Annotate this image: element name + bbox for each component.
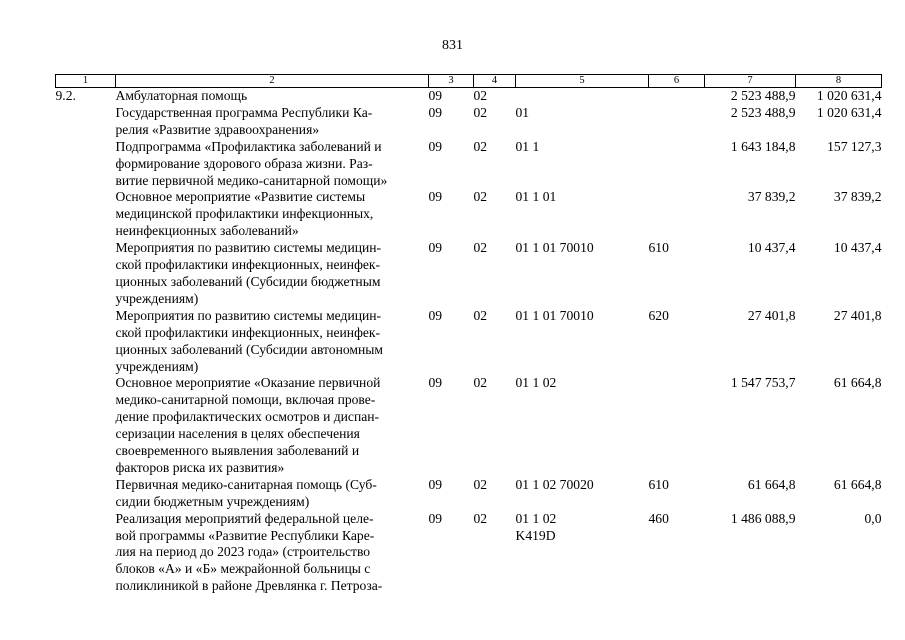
column-header: 8 [796, 75, 882, 88]
target-article-cell [516, 477, 649, 511]
subsection-code-cell: 02 [473, 104, 488, 120]
column-header: 6 [649, 75, 705, 88]
section-code-cell: 09 [428, 88, 443, 103]
item-name-line: Мероприятия по развитию системы медицин- [115, 240, 382, 256]
row-number-cell [56, 240, 116, 308]
item-name-line: лия на период до 2023 года» (строительство [115, 544, 371, 560]
amount-cell: 1 643 184,8 [730, 138, 796, 154]
section-code-cell: 09 [428, 307, 443, 323]
item-name-line: учреждениям) [115, 358, 199, 374]
item-name-cell [116, 105, 429, 139]
amount-cell: 2 523 488,9 [730, 104, 796, 120]
item-name-line: дение профилактических осмотров и диспан- [115, 409, 380, 425]
table-row [56, 477, 882, 511]
amount-cell: 10 437,4 [833, 240, 882, 256]
item-name-line: формирование здорового образа жизни. Раз- [115, 155, 373, 171]
item-name-line: ской профилактики инфекционных, неинфек- [115, 257, 381, 273]
item-name-cell [116, 375, 429, 476]
expense-type-cell [649, 189, 705, 240]
item-name-line: Государственная программа Республики Ка- [115, 104, 373, 120]
amount-cell: 0,0 [864, 510, 882, 526]
row-number-cell [56, 375, 116, 476]
subsection-code-cell: 02 [473, 375, 488, 391]
subsection-code-cell: 02 [473, 510, 488, 526]
amount-cell: 37 839,2 [747, 189, 796, 205]
target-article-line: 01 1 02 70020 [515, 476, 594, 492]
item-name-line: серизации населения в целях обеспечения [115, 426, 360, 442]
table-row [56, 88, 882, 105]
row-number-cell [56, 139, 116, 190]
row-number-cell [56, 477, 116, 511]
target-article-line: K419D [515, 527, 556, 543]
section-code-cell: 09 [428, 510, 443, 526]
table-row [56, 511, 882, 596]
target-article-cell [516, 240, 649, 308]
page-number: 831 [442, 38, 463, 53]
item-name-line: Основное мероприятие «Развитие системы [115, 189, 366, 205]
amount-cell: 61 664,8 [833, 476, 882, 492]
column-header: 1 [56, 75, 116, 88]
item-name-line: неинфекционных заболеваний» [115, 223, 299, 239]
item-name-line: поликлиникой в районе Древлянка г. Петроза- [115, 578, 383, 594]
target-article-line: 01 1 01 70010 [515, 307, 594, 323]
item-name-line: Основное мероприятие «Оказание первичной [115, 375, 381, 391]
target-article-line: 01 1 02 [515, 375, 557, 391]
target-article-cell [516, 511, 649, 596]
table-row [56, 189, 882, 240]
expense-type-cell: 460 [648, 510, 669, 526]
row-number-cell [56, 308, 116, 376]
item-name-line: учреждениям) [115, 290, 199, 306]
table-row [56, 240, 882, 308]
amount-cell: 1 486 088,9 [730, 510, 796, 526]
item-name-cell [116, 477, 429, 511]
target-article-line: 01 1 01 70010 [515, 240, 594, 256]
budget-table [55, 74, 882, 595]
amount-cell: 27 401,8 [747, 307, 796, 323]
item-name-line: ской профилактики инфекционных, неинфек- [115, 324, 381, 340]
item-name-line: Первичная медико-санитарная помощь (Суб- [115, 476, 377, 492]
column-header: 3 [429, 75, 474, 88]
item-name-line: ционных заболеваний (Субсидии бюджетным [115, 273, 381, 289]
subsection-code-cell: 02 [473, 138, 488, 154]
row-number-cell [56, 189, 116, 240]
item-name-line: витие первичной медико-санитарной помощи» [115, 172, 388, 188]
section-code-cell: 09 [428, 138, 443, 154]
section-code-cell: 09 [428, 476, 443, 492]
subsection-code-cell: 02 [473, 307, 488, 323]
item-name-line: Амбулаторная помощь [115, 88, 248, 103]
target-article-line: 01 1 02 [515, 510, 557, 526]
target-article-line: 01 1 01 [515, 189, 557, 205]
column-header: 7 [705, 75, 796, 88]
item-name-cell [116, 240, 429, 308]
item-name-line: блоков «А» и «Б» межрайонной больницы с [115, 561, 371, 577]
item-name-line: релия «Развитие здравоохранения» [115, 121, 320, 137]
row-number-cell [56, 105, 116, 139]
expense-type-cell: 610 [648, 476, 669, 492]
amount-cell: 1 020 631,4 [816, 104, 882, 120]
target-article-cell [516, 308, 649, 376]
expense-type-cell [649, 105, 705, 139]
item-name-line: Мероприятия по развитию системы медицин- [115, 307, 382, 323]
expense-type-cell [649, 139, 705, 190]
subsection-code-cell: 02 [473, 476, 488, 492]
target-article-line: 01 1 [515, 138, 540, 154]
target-article-cell [516, 375, 649, 476]
column-number-header-row [56, 75, 882, 88]
target-article-cell [516, 105, 649, 139]
table-row [56, 139, 882, 190]
amount-cell: 27 401,8 [833, 307, 882, 323]
table-row [56, 308, 882, 376]
amount-cell: 37 839,2 [833, 189, 882, 205]
amount-cell: 61 664,8 [833, 375, 882, 391]
section-code-cell: 09 [428, 240, 443, 256]
amount-cell: 61 664,8 [747, 476, 796, 492]
item-name-line: медицинской профилактики инфекционных, [115, 206, 374, 222]
item-name-cell [116, 189, 429, 240]
table-body [56, 88, 882, 596]
item-name-line: сидии бюджетным учреждениям) [115, 493, 310, 509]
subsection-code-cell: 02 [473, 88, 488, 103]
item-name-line: Реализация мероприятий федеральной целе- [115, 510, 374, 526]
target-article-cell [516, 88, 649, 105]
item-name-line: вой программы «Развитие Республики Каре- [115, 527, 375, 543]
table-row [56, 105, 882, 139]
item-name-cell [116, 511, 429, 596]
expense-type-cell: 610 [648, 240, 669, 256]
row-number-cell: 9.2. [55, 88, 76, 103]
subsection-code-cell: 02 [473, 240, 488, 256]
item-name-cell [116, 139, 429, 190]
item-name-cell [116, 308, 429, 376]
amount-cell: 1 547 753,7 [730, 375, 796, 391]
amount-cell: 10 437,4 [747, 240, 796, 256]
subsection-code-cell: 02 [473, 189, 488, 205]
section-code-cell: 09 [428, 189, 443, 205]
amount-cell: 2 523 488,9 [730, 88, 796, 103]
expense-type-cell [649, 375, 705, 476]
expense-type-cell [649, 88, 705, 105]
target-article-cell [516, 139, 649, 190]
section-code-cell: 09 [428, 104, 443, 120]
amount-cell: 1 020 631,4 [816, 88, 882, 103]
item-name-line: факторов риска их развития» [115, 459, 285, 475]
expense-type-cell: 620 [648, 307, 669, 323]
column-header: 5 [516, 75, 649, 88]
item-name-line: ционных заболеваний (Субсидии автономным [115, 341, 384, 357]
column-header: 2 [116, 75, 429, 88]
item-name-cell [116, 88, 429, 105]
table-row [56, 375, 882, 476]
column-header: 4 [474, 75, 516, 88]
section-code-cell: 09 [428, 375, 443, 391]
item-name-line: своевременного выявления заболеваний и [115, 443, 360, 459]
target-article-line: 01 [515, 104, 530, 120]
item-name-line: Подпрограмма «Профилактика заболеваний и [115, 138, 382, 154]
item-name-line: медико-санитарной помощи, включая прове- [115, 392, 376, 408]
row-number-cell [56, 511, 116, 596]
target-article-cell [516, 189, 649, 240]
amount-cell: 157 127,3 [827, 138, 882, 154]
